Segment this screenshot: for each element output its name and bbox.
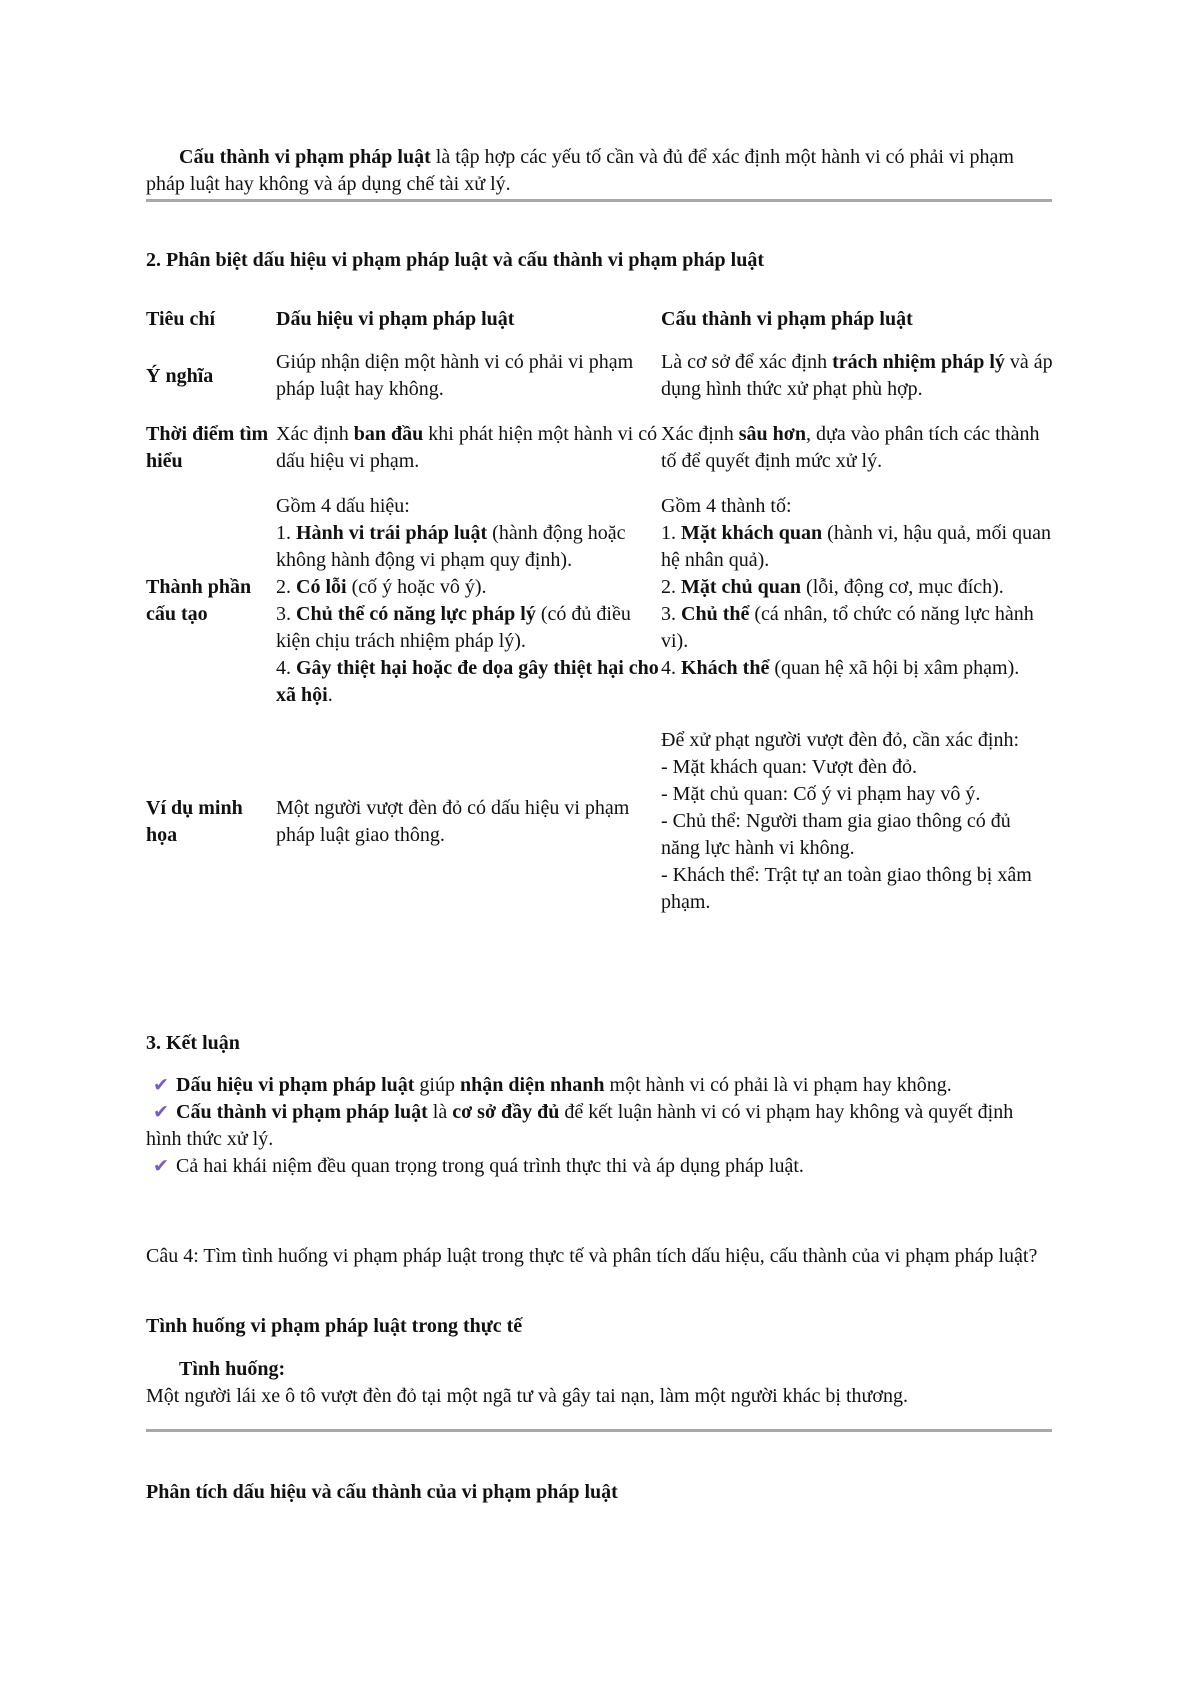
list-item: - Chủ thể: Người tham gia giao thông có đủ năng lực hành vi không. xyxy=(661,810,1011,859)
table-row xyxy=(146,493,1054,727)
row-signs-cell: Giúp nhận diện một hành vi có phải vi phạm pháp luật hay không. xyxy=(276,351,634,400)
check-icon: ✔ xyxy=(153,1074,169,1096)
item-bold: Khách thể xyxy=(681,657,770,679)
item-bold: Gây thiệt hại hoặc đe dọa gây thiệt hại cho xã hội xyxy=(276,657,659,706)
row-elements-cell xyxy=(661,421,1054,493)
row-criterion: Ý nghĩa xyxy=(146,364,214,387)
table-header-row xyxy=(146,306,1054,349)
check-icon: ✔ xyxy=(153,1155,169,1177)
item-bold: nhận diện nhanh xyxy=(459,1074,605,1096)
list-item xyxy=(276,520,661,574)
item-number: 2. xyxy=(276,576,296,598)
cell-text: Xác định xyxy=(276,423,354,445)
item-text: (hành động hoặc không hành động vi phạm quy định). xyxy=(276,522,626,571)
item-text: (quan hệ xã hội bị xâm phạm). xyxy=(769,657,1020,679)
intro-paragraph xyxy=(146,144,1052,198)
intro-term: Cấu thành vi phạm pháp luật xyxy=(179,146,431,168)
conclusion-list xyxy=(146,1072,1052,1180)
item-bold: Cấu thành vi phạm pháp luật xyxy=(176,1101,428,1123)
cell-text: và áp dụng hình thức xử phạt phù hợp. xyxy=(661,351,1053,400)
item-bold: Dấu hiệu vi phạm pháp luật xyxy=(176,1074,415,1096)
item-number: 3. xyxy=(276,603,296,625)
item-number: 1. xyxy=(276,522,296,544)
row-elements-cell xyxy=(661,727,1054,916)
row-signs-cell xyxy=(276,421,661,493)
divider xyxy=(146,199,1052,202)
list-item xyxy=(661,574,1054,601)
cell-text: Để xử phạt người vượt đèn đỏ, cần xác định: xyxy=(661,729,1020,751)
item-text: để kết luận hành vi có vi phạm hay không và quyết định hình thức xử lý. xyxy=(146,1101,1014,1150)
list-item xyxy=(661,655,1054,682)
table-row xyxy=(146,727,1054,916)
analysis-heading: Phân tích dấu hiệu và cấu thành của vi phạm pháp luật xyxy=(146,1481,618,1503)
row-signs-cell xyxy=(276,493,661,727)
cell-text: Gồm 4 thành tố: xyxy=(661,495,792,517)
item-number: 2. xyxy=(661,576,681,598)
header-criterion: Tiêu chí xyxy=(146,308,216,330)
list-item xyxy=(276,574,661,601)
row-elements-cell xyxy=(661,493,1054,727)
row-criterion: Thời điểm tìm hiểu xyxy=(146,423,269,472)
table-row xyxy=(146,349,1054,421)
row-criterion: Thành phần cấu tạo xyxy=(146,576,252,625)
conclusion-item xyxy=(146,1153,1052,1180)
item-text: (cố ý hoặc vô ý). xyxy=(346,576,487,598)
intro-text: là tập hợp các yếu tố cần và đủ để xác định một hành vi có phải vi phạm pháp luật hay không và áp dụng chế tài xử lý. xyxy=(146,146,1014,195)
row-criterion: Ví dụ minh họa xyxy=(146,796,243,846)
section3-heading: 3. Kết luận xyxy=(146,1032,240,1054)
item-bold: Hành vi trái pháp luật xyxy=(296,522,488,544)
item-bold: Có lỗi xyxy=(296,576,347,598)
conclusion-item xyxy=(146,1099,1052,1153)
cell-text: khi phát hiện một hành vi có dấu hiệu vi phạm. xyxy=(276,423,658,472)
situation-heading: Tình huống vi phạm pháp luật trong thực tế xyxy=(146,1315,523,1337)
cell-text: Xác định xyxy=(661,423,739,445)
item-text: (có đủ điều kiện chịu trách nhiệm pháp lý). xyxy=(276,603,631,652)
case-text: Một người lái xe ô tô vượt đèn đỏ tại một ngã tư và gây tai nạn, làm một người khác bị thương. xyxy=(146,1385,908,1407)
item-number: 1. xyxy=(661,522,681,544)
item-number: 4. xyxy=(661,657,681,679)
cell-bold: trách nhiệm pháp lý xyxy=(832,351,1005,373)
item-bold: Chủ thể có năng lực pháp lý xyxy=(296,603,536,625)
item-bold: cơ sở đầy đủ xyxy=(452,1101,560,1123)
item-text: giúp xyxy=(414,1074,460,1096)
table-row xyxy=(146,421,1054,493)
item-bold: Mặt chủ quan xyxy=(681,576,802,598)
item-text: (cá nhân, tổ chức có năng lực hành vi). xyxy=(661,603,1034,652)
conclusion-item xyxy=(146,1072,1052,1099)
cell-text: Là cơ sở để xác định xyxy=(661,351,833,373)
item-text: Cả hai khái niệm đều quan trọng trong quá trình thực thi và áp dụng pháp luật. xyxy=(176,1155,804,1177)
item-text: . xyxy=(327,684,333,706)
list-item xyxy=(661,601,1054,655)
list-item: - Khách thể: Trật tự an toàn giao thông bị xâm phạm. xyxy=(661,864,1032,913)
item-text: (hành vi, hậu quả, mối quan hệ nhân quả). xyxy=(661,522,1051,571)
row-elements-cell xyxy=(661,349,1054,421)
item-number: 4. xyxy=(276,657,296,679)
header-elements: Cấu thành vi phạm pháp luật xyxy=(661,308,913,330)
cell-text: , dựa vào phân tích các thành tố để quyết định mức xử lý. xyxy=(661,423,1040,472)
list-item: - Mặt khách quan: Vượt đèn đỏ. xyxy=(661,756,917,778)
list-item xyxy=(661,520,1054,574)
item-text: là xyxy=(427,1101,453,1123)
item-text: (lỗi, động cơ, mục đích). xyxy=(801,576,1004,598)
case-label: Tình huống: xyxy=(179,1358,286,1380)
item-number: 3. xyxy=(661,603,681,625)
item-bold: Mặt khách quan xyxy=(681,522,823,544)
header-signs: Dấu hiệu vi phạm pháp luật xyxy=(276,308,515,330)
cell-bold: sâu hơn xyxy=(738,423,806,445)
check-icon: ✔ xyxy=(153,1101,169,1123)
section2-heading: 2. Phân biệt dấu hiệu vi phạm pháp luật và cấu thành vi phạm pháp luật xyxy=(146,249,764,271)
list-item xyxy=(276,655,661,709)
list-item xyxy=(276,601,661,655)
divider xyxy=(146,1429,1052,1432)
cell-bold: ban đầu xyxy=(353,423,424,445)
cell-text: Gồm 4 dấu hiệu: xyxy=(276,495,410,517)
item-bold: Chủ thể xyxy=(681,603,750,625)
item-text: một hành vi có phải là vi phạm hay không. xyxy=(604,1074,952,1096)
question4-text: Câu 4: Tìm tình huống vi phạm pháp luật trong thực tế và phân tích dấu hiệu, cấu thành của vi phạm pháp luật? xyxy=(146,1245,1038,1267)
list-item: - Mặt chủ quan: Cố ý vi phạm hay vô ý. xyxy=(661,783,981,805)
row-signs-cell: Một người vượt đèn đỏ có dấu hiệu vi phạm pháp luật giao thông. xyxy=(276,796,630,846)
comparison-table xyxy=(146,306,1054,916)
